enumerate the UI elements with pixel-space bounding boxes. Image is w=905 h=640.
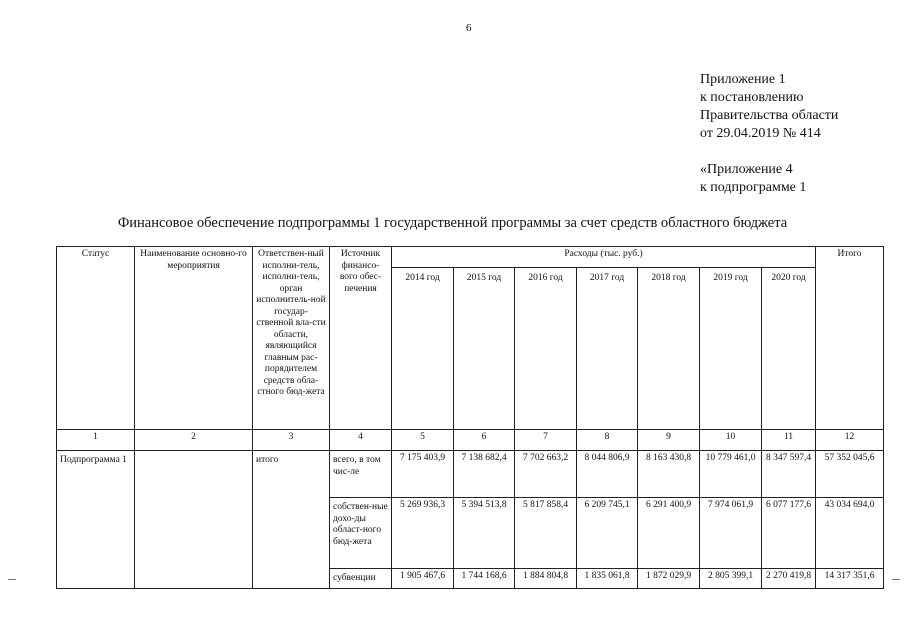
row-status: Подпрограмма 1: [57, 451, 135, 589]
table-cell: 6 291 400,9: [638, 498, 700, 569]
table-cell: 10 779 461,0: [700, 451, 762, 498]
appendix-block: [700, 71, 838, 143]
table-cell: 1 872 029,9: [638, 569, 700, 589]
header-year: 2014 год: [392, 268, 454, 430]
header-status: Статус: [57, 247, 135, 430]
table-cell: 6 209 745,1: [577, 498, 638, 569]
table-cell: 1 905 467,6: [392, 569, 454, 589]
column-number: 8: [577, 430, 638, 451]
column-number: 3: [253, 430, 330, 451]
table-cell: 7 974 061,9: [700, 498, 762, 569]
header-year: 2017 год: [577, 268, 638, 430]
appendix-line: от 29.04.2019 № 414: [700, 126, 821, 141]
column-number: 10: [700, 430, 762, 451]
row-source: собствен-ные дохо-ды област-ного бюд-жета: [330, 498, 392, 569]
table-cell: 7 702 663,2: [515, 451, 577, 498]
header-total: Итого: [816, 247, 884, 430]
column-number: 7: [515, 430, 577, 451]
column-number: 4: [330, 430, 392, 451]
header-row: [57, 247, 884, 268]
header-activity: Наименование основно-го мероприятия: [135, 247, 253, 430]
table-cell: 6 077 177,6: [762, 498, 816, 569]
column-number: 1: [57, 430, 135, 451]
table-cell: 8 163 430,8: [638, 451, 700, 498]
table-cell: 1 744 168,6: [454, 569, 515, 589]
column-number: 2: [135, 430, 253, 451]
table-cell: 5 269 936,3: [392, 498, 454, 569]
column-number: 6: [454, 430, 515, 451]
page-number: 6: [466, 22, 472, 34]
table-row: [57, 451, 884, 498]
table-cell: 8 347 597,4: [762, 451, 816, 498]
header-year: 2019 год: [700, 268, 762, 430]
row-responsible: итого: [253, 451, 330, 589]
column-number-row: [57, 430, 884, 451]
margin-mark-right: [892, 579, 900, 580]
appendix-reference-block: [700, 161, 806, 197]
table-cell: 7 175 403,9: [392, 451, 454, 498]
table-cell: 8 044 806,9: [577, 451, 638, 498]
table-cell: 1 835 061,8: [577, 569, 638, 589]
row-activity: [135, 451, 253, 589]
margin-mark-left: [8, 579, 16, 580]
table-cell: 7 138 682,4: [454, 451, 515, 498]
document-title: Финансовое обеспечение подпрограммы 1 государственной программы за счет средств областного бюджета: [117, 215, 788, 231]
row-source: субвенции: [330, 569, 392, 589]
table-cell: 5 817 858,4: [515, 498, 577, 569]
appendix-line: Приложение 1: [700, 72, 786, 87]
table-cell: 1 884 804,8: [515, 569, 577, 589]
header-year: 2018 год: [638, 268, 700, 430]
table-cell-total: 57 352 045,6: [816, 451, 884, 498]
column-number: 5: [392, 430, 454, 451]
table-cell: 2 805 399,1: [700, 569, 762, 589]
header-year: 2020 год: [762, 268, 816, 430]
appendix-line: к постановлению: [700, 90, 804, 105]
column-number: 11: [762, 430, 816, 451]
table-cell: 2 270 419,8: [762, 569, 816, 589]
column-number: 12: [816, 430, 884, 451]
table-cell: 5 394 513,8: [454, 498, 515, 569]
header-expenses: Расходы (тыс. руб.): [392, 247, 816, 268]
header-year: 2015 год: [454, 268, 515, 430]
financing-table: [56, 246, 884, 589]
column-number: 9: [638, 430, 700, 451]
header-year: 2016 год: [515, 268, 577, 430]
row-source: всего, в том чис-ле: [330, 451, 392, 498]
header-responsible: Ответствен-ный исполни-тель, исполни-тель, орган исполнитель-ной государ-ственной вла-сти области, являющийся главным рас-порядителем средств обла-стного бюд-жета: [253, 247, 330, 430]
appendix-reference-line: «Приложение 4: [700, 162, 793, 177]
appendix-reference-line: к подпрограмме 1: [700, 180, 807, 195]
appendix-line: Правительства области: [700, 108, 839, 123]
table-cell-total: 14 317 351,6: [816, 569, 884, 589]
header-source: Источник финансо-вого обес-печения: [330, 247, 392, 430]
table-cell-total: 43 034 694,0: [816, 498, 884, 569]
